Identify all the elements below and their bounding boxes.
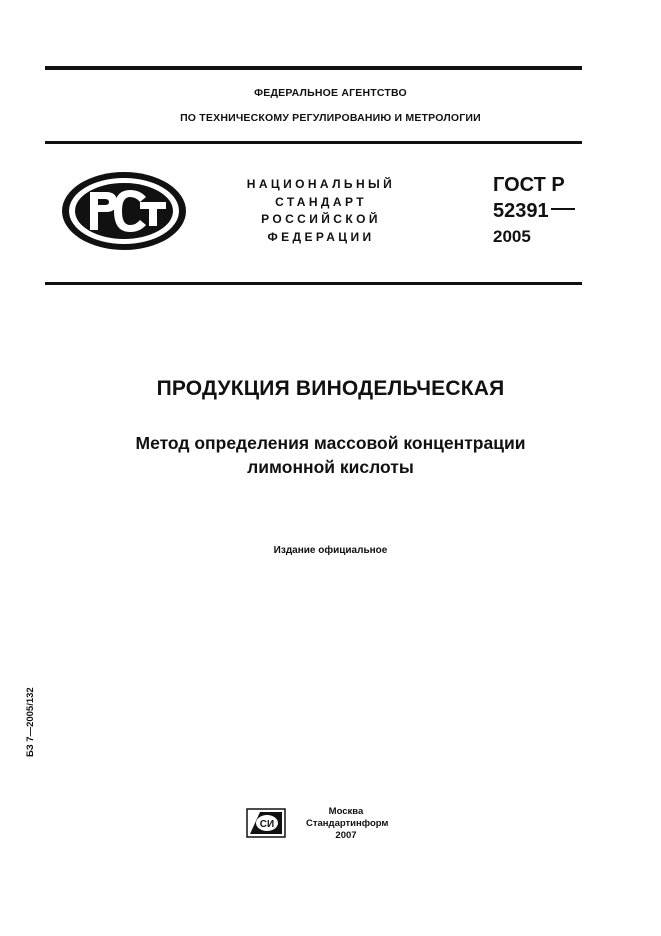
gost-prefix: ГОСТ Р bbox=[493, 174, 565, 196]
standard-line-3: РОССИЙСКОЙ bbox=[261, 212, 381, 226]
publisher-block bbox=[306, 806, 389, 842]
standard-designation bbox=[228, 176, 414, 246]
subtitle-line-2: лимонной кислоты bbox=[247, 457, 414, 477]
standard-line-1: НАЦИОНАЛЬНЫЙ bbox=[246, 177, 396, 191]
gost-number-block bbox=[493, 172, 575, 250]
document-subtitle bbox=[0, 431, 661, 479]
publisher-city: Москва bbox=[328, 806, 364, 817]
rst-logo-icon bbox=[60, 170, 188, 252]
gost-number-row bbox=[493, 198, 575, 224]
lower-rule bbox=[45, 282, 582, 285]
publisher-name: Стандартинформ bbox=[306, 818, 389, 829]
standard-line-4: ФЕДЕРАЦИИ bbox=[267, 229, 375, 244]
header-rule bbox=[45, 141, 582, 144]
gost-dash bbox=[551, 208, 575, 210]
top-rule bbox=[45, 66, 582, 70]
edition-label: Издание официальное bbox=[273, 545, 388, 556]
standard-line-2: СТАНДАРТ bbox=[275, 194, 367, 209]
publisher-year: 2007 bbox=[335, 830, 357, 841]
gost-year: 2005 bbox=[493, 227, 531, 246]
svg-text:СИ: СИ bbox=[259, 819, 275, 830]
gost-number: 52391 bbox=[493, 200, 549, 222]
standartinform-logo-icon bbox=[246, 808, 286, 838]
agency-line-1: ФЕДЕРАЛЬНОЕ АГЕНТСТВО bbox=[254, 87, 407, 99]
document-title: ПРОДУКЦИЯ ВИНОДЕЛЬЧЕСКАЯ bbox=[156, 377, 505, 400]
side-code: БЗ 7—2005/132 bbox=[25, 687, 36, 757]
subtitle-line-1: Метод определения массовой концентрации bbox=[135, 433, 526, 453]
agency-line-2: ПО ТЕХНИЧЕСКОМУ РЕГУЛИРОВАНИЮ И МЕТРОЛОГИИ bbox=[180, 112, 481, 124]
